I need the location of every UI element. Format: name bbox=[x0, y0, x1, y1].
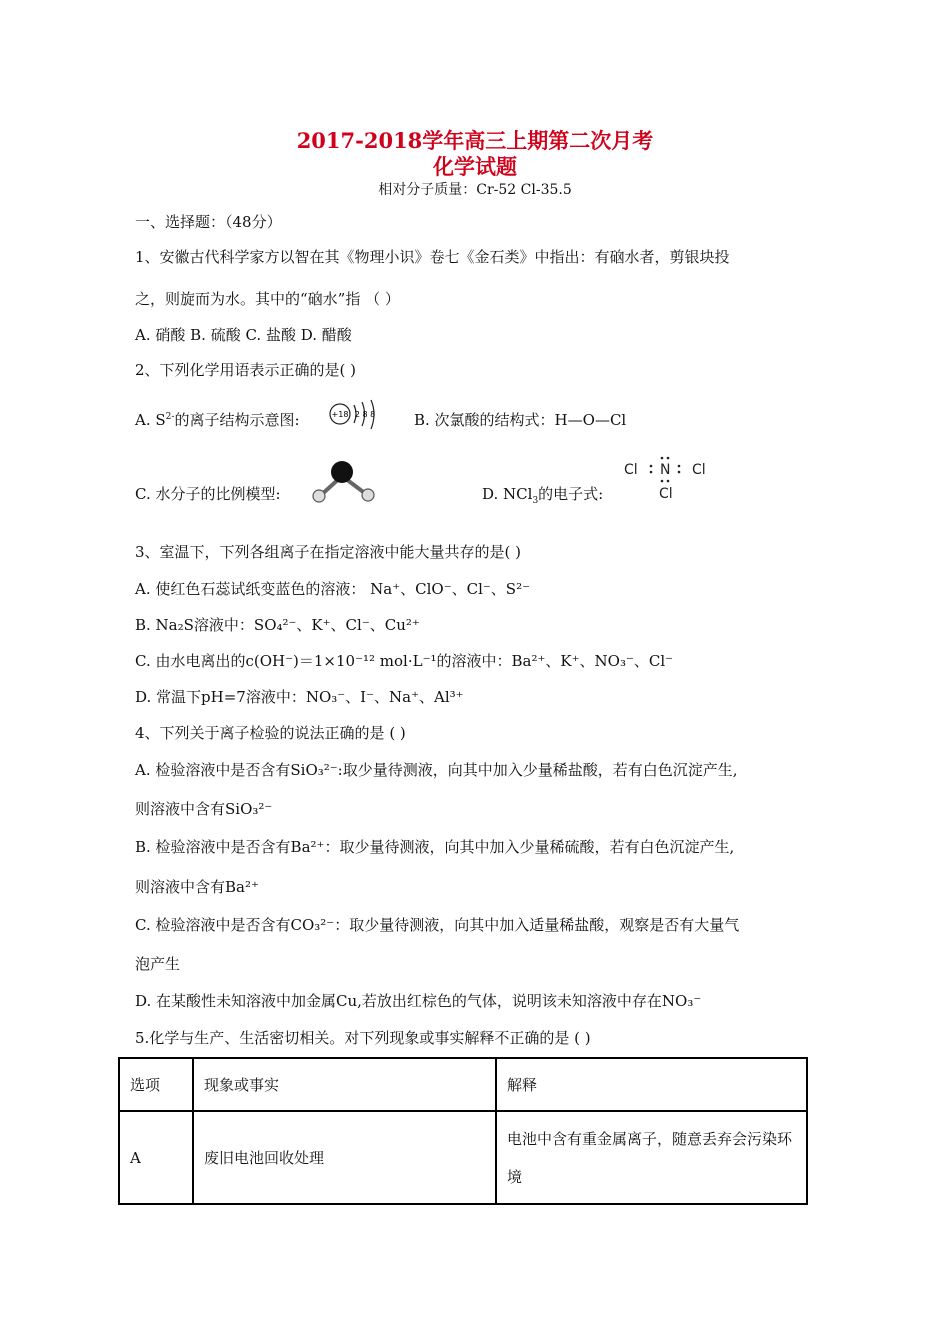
q2-option-d bbox=[482, 483, 603, 506]
header-option: 选项 bbox=[119, 1058, 193, 1111]
q2-a-pre: A. S bbox=[135, 411, 166, 429]
q3-option-b: B. Na₂S溶液中：SO₄²⁻、K⁺、Cl⁻、Cu²⁺ bbox=[135, 616, 420, 634]
row-phenomenon: 废旧电池回收处理 bbox=[193, 1111, 496, 1204]
q4-option-c-line1: C. 检验溶液中是否含有CO₃²⁻：取少量待测液，向其中加入适量稀盐酸，观察是否有大量气 bbox=[135, 916, 740, 934]
q4-option-d: D. 在某酸性未知溶液中加金属Cu,若放出红棕色的气体，说明该未知溶液中存在NO₃⁻ bbox=[135, 992, 702, 1010]
n-center: N bbox=[660, 462, 671, 478]
q4-option-a-line2: 则溶液中含有SiO₃²⁻ bbox=[135, 800, 273, 818]
q1-line2: 之，则旋而为水。其中的“硇水”指 （ ） bbox=[135, 290, 400, 308]
ion-structure-diagram bbox=[327, 399, 383, 433]
q4-option-b-line2: 则溶液中含有Ba²⁺ bbox=[135, 878, 259, 896]
cl-left: Cl bbox=[624, 462, 638, 478]
water-space-filling-model bbox=[306, 458, 378, 504]
ncl3-electron-dot-formula bbox=[620, 453, 712, 503]
q4-option-b-line1: B. 检验溶液中是否含有Ba²⁺：取少量待测液，向其中加入少量稀硫酸，若有白色沉淀产生, bbox=[135, 838, 735, 856]
header-explanation: 解释 bbox=[496, 1058, 807, 1111]
q2-d-post: 的电子式: bbox=[538, 485, 604, 503]
cl-bottom: Cl bbox=[659, 486, 673, 502]
q2-option-b: B. 次氯酸的结构式：H—O—Cl bbox=[414, 411, 627, 429]
q2-a-post: 的离子结构示意图: bbox=[174, 411, 300, 429]
q3-option-d: D. 常温下pH=7溶液中：NO₃⁻、I⁻、Na⁺、Al³⁺ bbox=[135, 688, 464, 706]
header-phenomenon: 现象或事实 bbox=[193, 1058, 496, 1111]
row-explanation: 电池中含有重金属离子，随意丢弃会污染环境 bbox=[496, 1111, 807, 1204]
q2-stem: 2、下列化学用语表示正确的是( ) bbox=[135, 361, 357, 379]
q5-table bbox=[118, 1057, 808, 1205]
table-row bbox=[119, 1111, 807, 1204]
row-option: A bbox=[119, 1111, 193, 1204]
q3-stem: 3、室温下，下列各组离子在指定溶液中能大量共存的是( ) bbox=[135, 543, 522, 561]
q4-option-a-line1: A. 检验溶液中是否含有SiO₃²⁻:取少量待测液，向其中加入少量稀盐酸，若有白色沉淀产生, bbox=[135, 761, 738, 779]
cl-right: Cl bbox=[692, 462, 706, 478]
section-heading: 一、选择题：（48分） bbox=[135, 213, 282, 231]
relative-masses: 相对分子质量：Cr-52 Cl-35.5 bbox=[378, 182, 572, 198]
table-header-row bbox=[119, 1058, 807, 1111]
q2-d-pre: D. NCl bbox=[482, 485, 533, 503]
q4-option-c-line2: 泡产生 bbox=[135, 955, 181, 973]
q3-option-a: A. 使红色石蕊试纸变蓝色的溶液： Na⁺、ClO⁻、Cl⁻、S²⁻ bbox=[135, 580, 531, 598]
nucleus-charge: +18 bbox=[331, 410, 349, 419]
q3-option-c: C. 由水电离出的c(OH⁻)＝1×10⁻¹² mol·L⁻¹的溶液中：Ba²⁺、K⁺、NO₃⁻、Cl⁻ bbox=[135, 652, 674, 670]
exam-subtitle: 化学试题 bbox=[433, 154, 517, 179]
q1-line1: 1、安徽古代科学家方以智在其《物理小识》卷七《金石类》中指出：有硇水者，剪银块投 bbox=[135, 248, 730, 266]
q2-option-a bbox=[135, 409, 300, 430]
q2-d-sub: 3 bbox=[532, 496, 539, 506]
exam-title: 2017-2018学年高三上期第二次月考 bbox=[296, 128, 654, 153]
q2-option-c: C. 水分子的比例模型: bbox=[135, 485, 281, 503]
q1-options: A. 硝酸 B. 硫酸 C. 盐酸 D. 醋酸 bbox=[135, 326, 352, 344]
q2-a-sup: 2- bbox=[165, 412, 175, 422]
q5-stem: 5.化学与生产、生活密切相关。对下列现象或事实解释不正确的是 ( ) bbox=[135, 1029, 591, 1047]
shell-electrons: 2 8 8 bbox=[354, 410, 376, 419]
q4-stem: 4、下列关于离子检验的说法正确的是 ( ) bbox=[135, 724, 406, 742]
